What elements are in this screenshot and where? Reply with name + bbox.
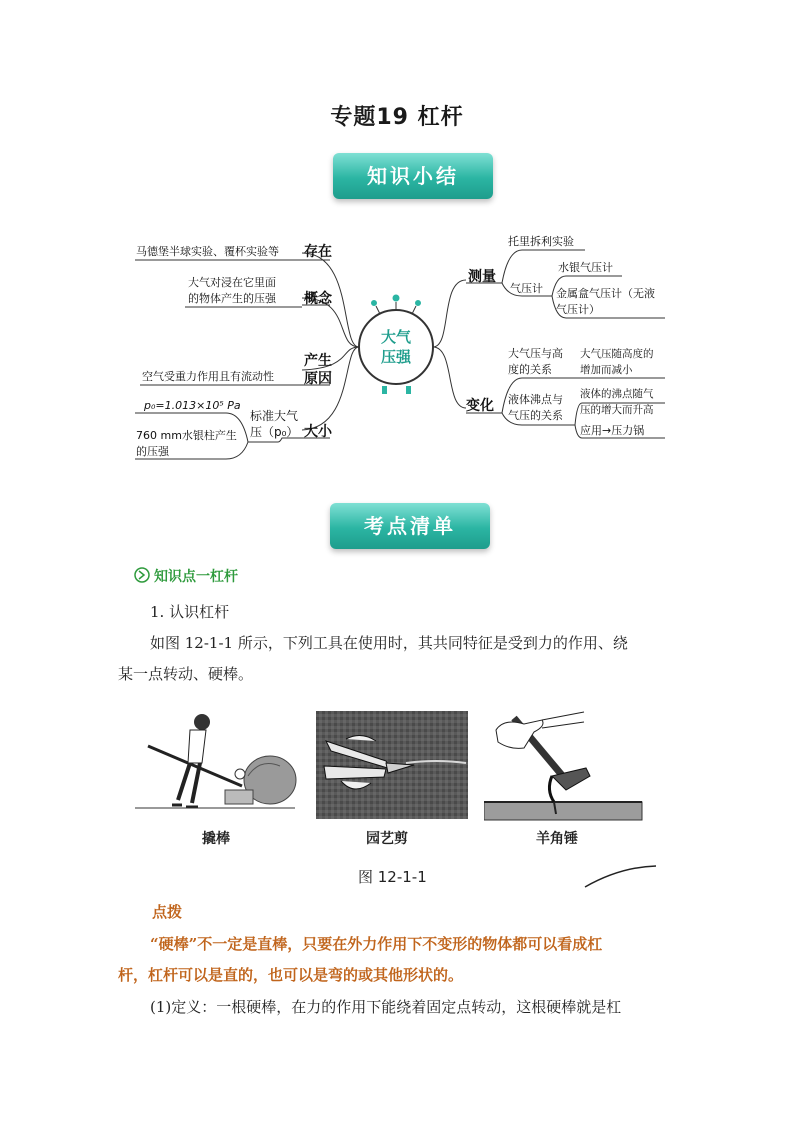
- alt-note-1: 大气压随高度的: [580, 348, 654, 360]
- concept-note-line1: 大气对浸在它里面: [188, 276, 276, 289]
- application-pressure-cooker: 应用→压力锅: [580, 424, 645, 437]
- std-line2: 压（p₀）: [250, 425, 299, 439]
- alt-note-2: 增加而减小: [580, 364, 633, 376]
- tip-text-line1: “硬棒”不一定是直棒，只要在外力作用下不变形的物体都可以看成杠: [150, 935, 603, 953]
- page-title: 专题19 杠杆: [330, 105, 464, 130]
- altitude-relation: [508, 346, 563, 378]
- boil-rel-1: 液体沸点与: [508, 393, 563, 406]
- boil-note-2: 压的增大而升高: [580, 404, 654, 416]
- aneroid-barometer: [556, 286, 655, 318]
- cause-node: [304, 352, 332, 388]
- mm-line1: 760 mm水银柱产生: [136, 429, 237, 442]
- caption-garden-shears: 园艺剪: [366, 831, 408, 847]
- tip-title: 点拨: [152, 903, 183, 921]
- section-1-heading: 1. 认识杠杆: [150, 603, 230, 621]
- boil-rel-2: 气压的关系: [508, 409, 563, 422]
- section-banner-summary: 知识小结: [333, 153, 493, 199]
- alt-rel-1: 大气压与高: [508, 347, 563, 360]
- concept-note-line2: 的物体产生的压强: [188, 292, 276, 305]
- exist-node: 存在: [304, 244, 332, 260]
- center-line-2: 压强: [380, 348, 411, 366]
- mercury-barometer: 水银气压计: [558, 261, 613, 274]
- definition-line: (1)定义：一根硬棒，在力的作用下能绕着固定点转动，这根硬棒就是杠: [150, 998, 622, 1016]
- concept-node: 概念: [304, 291, 332, 307]
- paragraph-1-line2: 某一点转动、硬棒。: [118, 665, 254, 683]
- cause-note: 空气受重力作用且有流动性: [142, 370, 274, 383]
- torricelli-experiment: 托里拆利实验: [508, 235, 574, 248]
- garden-shears-image: [316, 711, 468, 819]
- caption-claw-hammer: 羊角锤: [536, 831, 578, 847]
- arrow-circle-icon: [134, 567, 150, 583]
- p0-value: p₀=1.013×10⁵ Pa: [144, 399, 241, 412]
- altitude-note: [580, 346, 654, 378]
- concept-note: [188, 275, 276, 307]
- center-line-1: 大气: [380, 328, 411, 346]
- knowledge-point-title: 知识点一杠杆: [154, 569, 238, 585]
- aneroid-line2: 气压计）: [556, 303, 600, 316]
- aneroid-line1: 金属盒气压计（无液: [556, 287, 655, 300]
- std-line1: 标准大气: [250, 409, 299, 423]
- center-node: [368, 327, 424, 367]
- cause-label-1: 产生: [304, 353, 332, 369]
- crowbar-image: [130, 708, 300, 818]
- figure-label: 图 12-1-1: [358, 868, 427, 886]
- exist-note: 马德堡半球实验、覆杯实验等: [136, 245, 279, 258]
- paragraph-1-line1: 如图 12-1-1 所示，下列工具在使用时，其共同特征是受到力的作用、绕: [150, 634, 628, 652]
- mm-line2: 的压强: [136, 445, 169, 458]
- cause-label-2: 原因: [304, 371, 332, 387]
- caption-crowbar: 撬棒: [202, 831, 230, 847]
- claw-hammer-image: [484, 710, 644, 822]
- boiling-note: [580, 386, 654, 418]
- change-node: 变化: [466, 398, 494, 414]
- barometer: 气压计: [510, 282, 543, 295]
- boil-note-1: 液体的沸点随气: [580, 388, 654, 400]
- mercury-column-note: [136, 428, 237, 460]
- figure-12-1-1: [130, 708, 650, 848]
- section-banner-points: 考点清单: [330, 503, 490, 549]
- mind-map: [130, 228, 675, 468]
- tip-text-line2: 杆，杠杆可以是直的，也可以是弯的或其他形状的。: [118, 966, 464, 984]
- boiling-relation: [508, 392, 563, 424]
- std-pressure: [250, 408, 298, 440]
- measure-node: 测量: [468, 269, 496, 285]
- alt-rel-2: 度的关系: [508, 363, 552, 376]
- decorative-stroke: [580, 862, 660, 892]
- size-node: 大小: [304, 424, 332, 440]
